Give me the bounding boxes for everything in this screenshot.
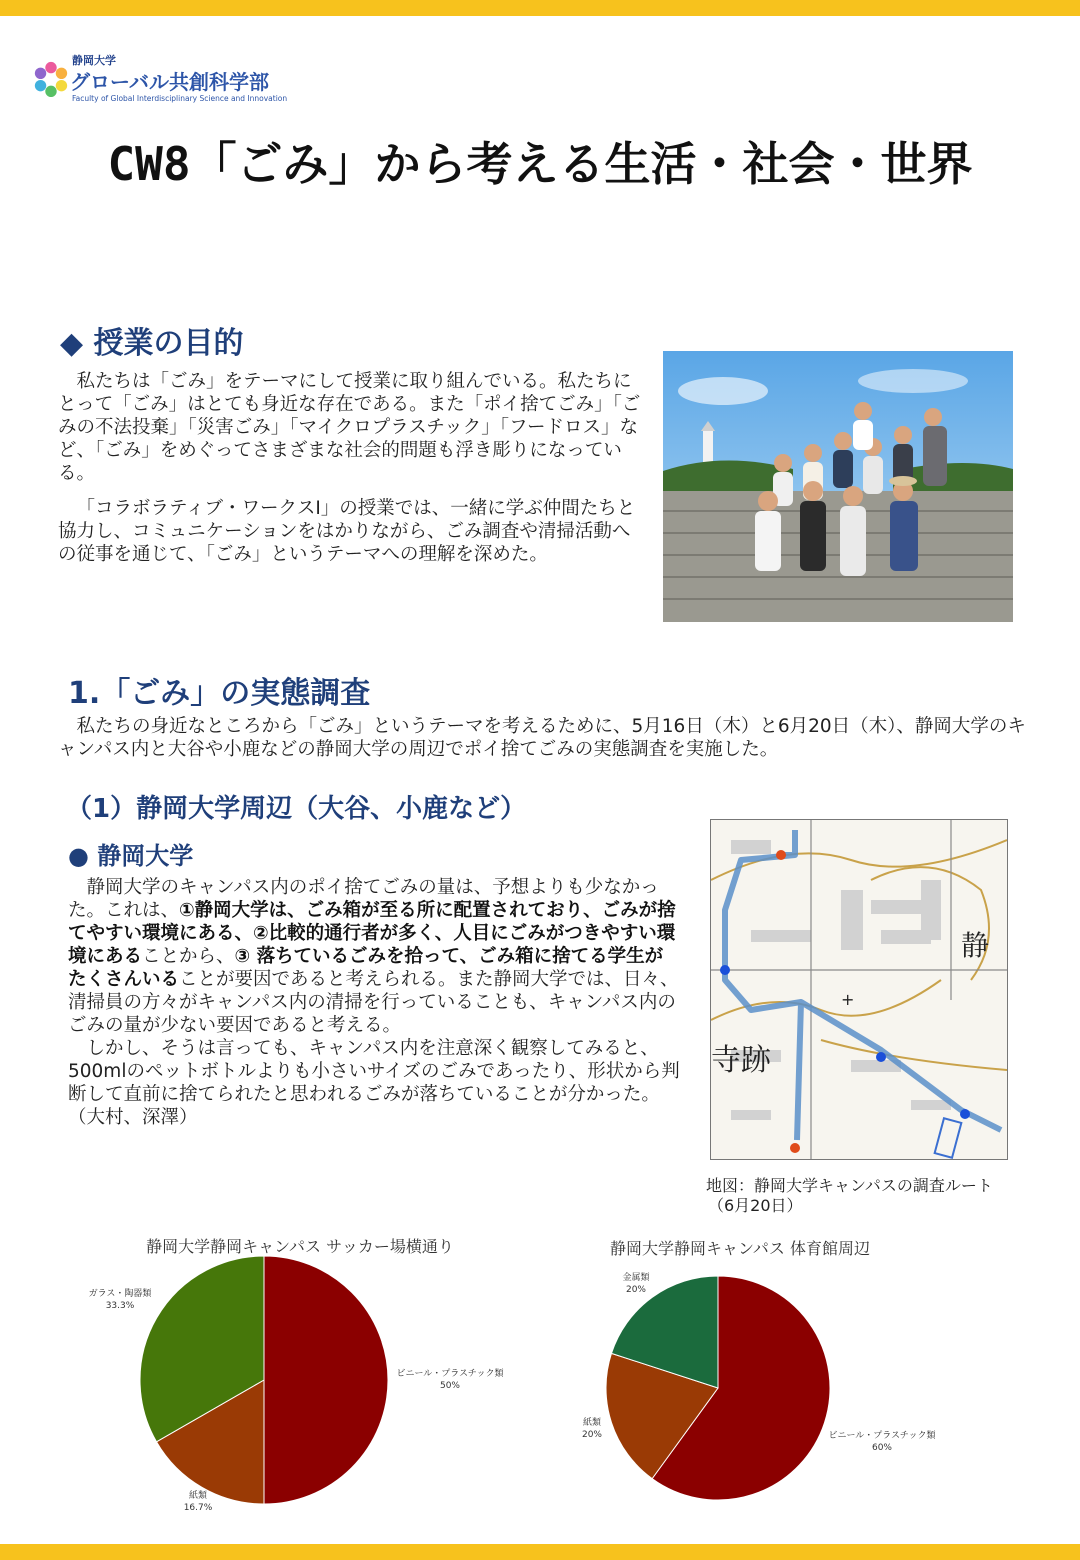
svg-text:+: + xyxy=(841,990,855,1009)
survey-route-map xyxy=(710,819,1008,1160)
campus-paragraph-1 xyxy=(68,876,680,1037)
map-caption-line-1: 地図：静岡大学キャンパスの調査ルート xyxy=(706,1176,993,1195)
map-temple-label: 寺跡 xyxy=(711,1043,771,1078)
chart2-slice-label-2: 金属類 xyxy=(622,1273,650,1283)
chart1-title: 静岡大学静岡キャンパス サッカー場横通り xyxy=(146,1237,454,1256)
chart1-slice-pct-0: 50% xyxy=(439,1381,461,1391)
campus-paragraph-2: しかし、そうは言っても、キャンパス内を注意深く観察してみると、500mlのペットボトルよりも小さいサイズのごみであったり、形状から判断して直前に捨てられたと思われるごみが落ちていることが分かった。（大村、深澤） xyxy=(68,1038,680,1128)
faculty-logo xyxy=(30,50,290,110)
purpose-text xyxy=(58,370,646,566)
survey-intro-text: 私たちの身近なところから「ごみ」というテーマを考えるために、5月16日（木）と6月20日（木）、静岡大学のキャンパス内と大谷や小鹿などの静岡大学の周辺でポイ捨てごみの実態調査を実施した。 xyxy=(58,716,1026,760)
campus-heading: ● 静岡大学 xyxy=(68,842,194,870)
chart1-svg xyxy=(80,1250,540,1530)
faculty-name: グローバル共創科学部 xyxy=(70,70,269,94)
chart1-slice-label-0: ビニール・プラスチック類 xyxy=(396,1369,504,1379)
purpose-paragraph-2: 「コラボラティブ・ワークスⅠ」の授業では、一緒に学ぶ仲間たちと協力し、コミュニケーションをはかりながら、ごみ調査や清掃活動への従事を通じて、「ごみ」というテーマへの理解を深めた。 xyxy=(58,498,636,565)
chart2-container xyxy=(560,1262,960,1522)
chart1-slice-label-2: ガラス・陶器類 xyxy=(88,1289,152,1299)
chart2-slice-pct-1: 20% xyxy=(581,1430,603,1440)
campus-p1-d: ③ 落ちているごみを拾って、ごみ箱に捨てる学生がたくさんいる xyxy=(68,946,664,990)
page-title: CW8「ごみ」から考える生活・社会・世界 xyxy=(107,137,973,191)
campus-p1-e: ことが要因であると考えられる。また静岡大学では、日々、清掃員の方々がキャンパス内の清掃を行っていることも、キャンパス内のごみの量が少ない要因であると考える。 xyxy=(68,969,679,1036)
chart1-container xyxy=(80,1250,540,1530)
chart2-title: 静岡大学静岡キャンパス 体育館周辺 xyxy=(610,1239,870,1258)
top-accent-bar xyxy=(0,0,1080,16)
map-caption xyxy=(706,1176,993,1216)
chart2-slice-pct-2: 20% xyxy=(625,1285,647,1295)
chart2-slice-pct-0: 60% xyxy=(871,1443,893,1453)
group-photo xyxy=(663,351,1013,622)
university-name: 静岡大学 xyxy=(72,54,116,67)
bottom-accent-bar xyxy=(0,1544,1080,1560)
logo-mark-icon xyxy=(32,60,70,98)
campus-p1-b: ①静岡大学は、ごみ箱が至る所に配置されており、ごみが捨てやすい環境にある、②比較的通行者が多く、人目にごみがつきやすい環境にある xyxy=(68,900,676,967)
chart1-slice-label-1: 紙類 xyxy=(188,1491,208,1501)
faculty-name-en: Faculty of Global Interdisciplinary Science and Innovation xyxy=(72,94,288,103)
purpose-heading: ◆ 授業の目的 xyxy=(60,326,244,361)
chart1-slice-pct-1: 16.7% xyxy=(183,1503,213,1513)
chart1-slice-pct-2: 33.3% xyxy=(105,1301,135,1311)
campus-text xyxy=(68,876,680,1129)
survey-subheading: （1）静岡大学周辺（大谷、小鹿など） xyxy=(66,794,527,824)
chart1-slice-0 xyxy=(264,1256,388,1504)
chart2-svg xyxy=(560,1262,960,1522)
survey-heading: 1.「ごみ」の実態調査 xyxy=(68,676,371,711)
chart2-slice-label-0: ビニール・プラスチック類 xyxy=(828,1431,936,1441)
chart2-slice-label-1: 紙類 xyxy=(582,1418,602,1428)
campus-p1-a: 静岡大学のキャンパス内のポイ捨てごみの量は、予想よりも少なかった。これは、 xyxy=(68,877,659,921)
campus-p1-c: ことから、 xyxy=(142,946,235,967)
survey-intro xyxy=(58,715,1028,761)
map-caption-line-2: （6月20日） xyxy=(708,1196,803,1215)
purpose-paragraph-1: 私たちは「ごみ」をテーマにして授業に取り組んでいる。私たちにとって「ごみ」はとても身近な存在である。また「ポイ捨てごみ」「ごみの不法投棄」「災害ごみ」「マイクロプラスチック」「フードロス」など、「ごみ」をめぐってさまざまな社会的問題も浮き彫りになっている。 xyxy=(58,371,641,484)
map-place-label: 静 xyxy=(961,929,990,962)
